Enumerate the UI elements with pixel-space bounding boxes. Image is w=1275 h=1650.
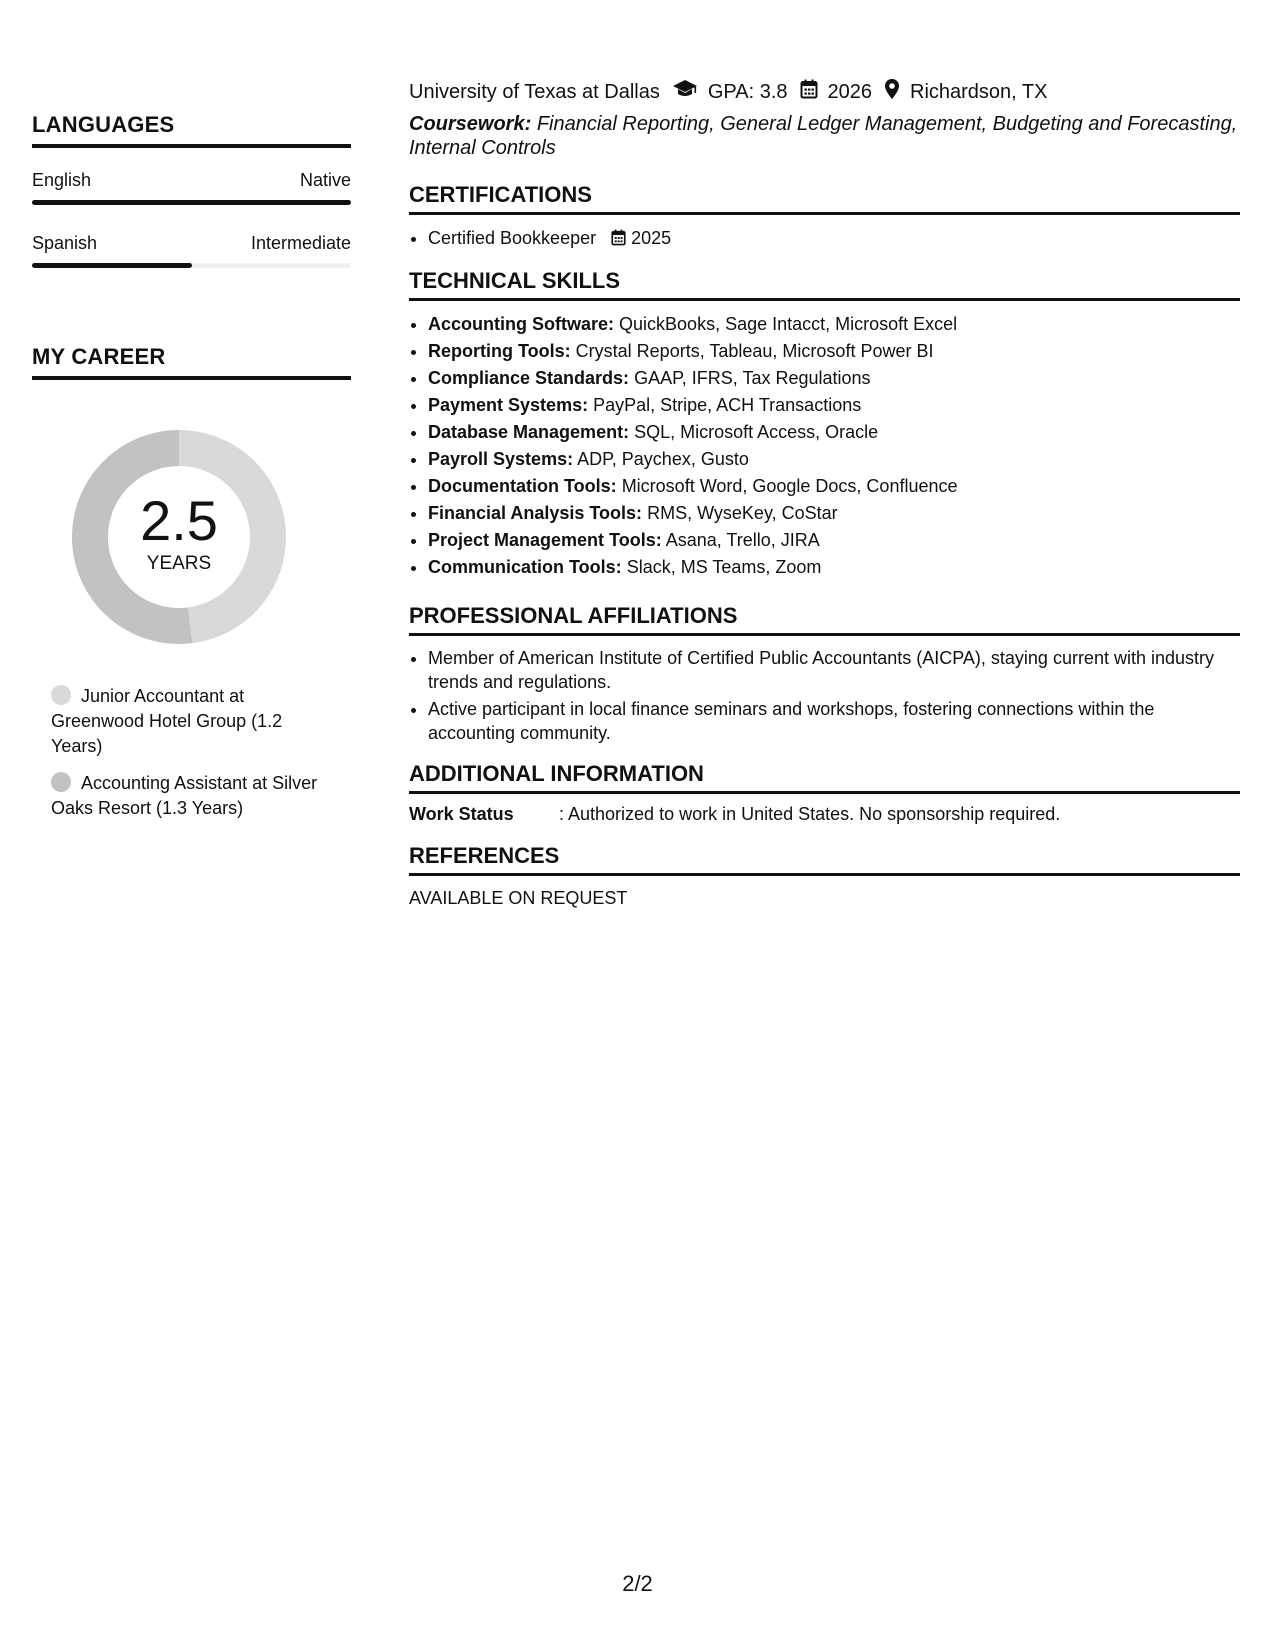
- career-legend-label: Junior Accountant at Greenwood Hotel Group (1.2 Years): [51, 686, 283, 756]
- graduation-cap-icon: [672, 79, 698, 105]
- certifications-title: CERTIFICATIONS: [409, 182, 1240, 215]
- career-legend-item: [51, 771, 321, 821]
- skill-item: [428, 527, 1240, 554]
- language-proficiency-fill: [32, 263, 192, 268]
- skill-item: [428, 392, 1240, 419]
- map-pin-icon: [884, 78, 900, 106]
- skill-label: Communication Tools:: [428, 557, 622, 577]
- additional-info-title: ADDITIONAL INFORMATION: [409, 761, 1240, 794]
- skill-item: [428, 365, 1240, 392]
- skill-item: [428, 419, 1240, 446]
- education-school: University of Texas at Dallas: [409, 80, 660, 103]
- affiliations-section: [409, 603, 1240, 745]
- left-column: [32, 112, 351, 833]
- right-column: [409, 78, 1240, 909]
- skill-value: Crystal Reports, Tableau, Microsoft Power BI: [575, 341, 934, 361]
- career-total-value: 2.5: [140, 489, 218, 552]
- skill-item: [428, 338, 1240, 365]
- certification-item: [428, 225, 1240, 252]
- career-section: [32, 344, 351, 821]
- education-year: 2026: [827, 80, 873, 103]
- skill-label: Accounting Software:: [428, 314, 615, 334]
- skill-value: ADP, Paychex, Gusto: [577, 449, 749, 469]
- skill-label: Payroll Systems:: [428, 449, 574, 469]
- coursework-label: Coursework:: [409, 113, 532, 135]
- references-text: AVAILABLE ON REQUEST: [409, 888, 628, 908]
- skill-item: [428, 500, 1240, 527]
- education-entry: [409, 78, 1240, 160]
- skill-value: Slack, MS Teams, Zoom: [626, 557, 822, 577]
- calendar-icon: [611, 228, 631, 248]
- legend-swatch-icon: [51, 685, 71, 705]
- skill-value: GAAP, IFRS, Tax Regulations: [634, 368, 871, 388]
- affiliation-item: • Active participant in local finance seminars and workshops, fostering connections within the accounting community.: [428, 697, 1240, 745]
- career-total-unit: YEARS: [146, 553, 212, 574]
- calendar-icon: [800, 79, 818, 105]
- language-level: Native: [299, 170, 351, 190]
- affiliations-title: PROFESSIONAL AFFILIATIONS: [409, 603, 1240, 636]
- references-title: REFERENCES: [409, 843, 1240, 876]
- work-status-value: : Authorized to work in United States. No sponsorship required.: [559, 804, 1061, 824]
- language-proficiency-fill: [32, 200, 351, 205]
- career-legend-item: [51, 684, 321, 759]
- career-legend-label: Accounting Assistant at Silver Oaks Resort (1.3 Years): [51, 773, 318, 818]
- skill-value: Microsoft Word, Google Docs, Confluence: [621, 476, 958, 496]
- skill-label: Reporting Tools:: [428, 341, 571, 361]
- skill-label: Project Management Tools:: [428, 530, 662, 550]
- language-name: Spanish: [32, 233, 98, 253]
- skill-item: [428, 554, 1240, 581]
- skill-value: RMS, WyseKey, CoStar: [647, 503, 838, 523]
- career-legend: [32, 684, 351, 821]
- skill-label: Payment Systems:: [428, 395, 589, 415]
- references-section: [409, 843, 1240, 909]
- language-proficiency-bar: [32, 263, 351, 268]
- skill-value: Asana, Trello, JIRA: [665, 530, 820, 550]
- career-title: MY CAREER: [32, 344, 351, 380]
- certification-name: Certified Bookkeeper: [428, 228, 597, 248]
- education-gpa: GPA: 3.8: [707, 80, 788, 103]
- skill-label: Database Management:: [428, 422, 630, 442]
- skill-item: [428, 311, 1240, 338]
- language-item: [32, 170, 351, 205]
- technical-skills-section: [409, 268, 1240, 581]
- education-coursework: [409, 112, 1240, 160]
- language-item: [32, 233, 351, 268]
- education-location: Richardson, TX: [910, 80, 1048, 103]
- skill-value: PayPal, Stripe, ACH Transactions: [593, 395, 862, 415]
- certifications-section: [409, 182, 1240, 252]
- languages-section: [32, 112, 351, 268]
- skill-label: Documentation Tools:: [428, 476, 617, 496]
- legend-swatch-icon: [51, 772, 71, 792]
- skill-label: Financial Analysis Tools:: [428, 503, 643, 523]
- certification-date: 2025: [631, 228, 672, 248]
- affiliation-item: • Member of American Institute of Certified Public Accountants (AICPA), staying current with industry trends and regulations.: [428, 646, 1240, 694]
- skill-value: SQL, Microsoft Access, Oracle: [634, 422, 879, 442]
- career-donut-chart: [66, 424, 292, 650]
- skill-item: [428, 446, 1240, 473]
- language-name: English: [32, 170, 92, 190]
- coursework-text: Financial Reporting, General Ledger Management, Budgeting and Forecasting, Internal Controls: [409, 113, 1238, 159]
- languages-title: LANGUAGES: [32, 112, 351, 148]
- skill-value: QuickBooks, Sage Intacct, Microsoft Excel: [619, 314, 958, 334]
- technical-skills-title: TECHNICAL SKILLS: [409, 268, 1240, 301]
- page-number: 2/2: [622, 1571, 653, 1596]
- language-level: Intermediate: [250, 233, 351, 253]
- skill-item: [428, 473, 1240, 500]
- work-status-label: Work Status: [409, 804, 514, 824]
- skill-label: Compliance Standards:: [428, 368, 630, 388]
- language-proficiency-bar: [32, 200, 351, 205]
- additional-info-section: [409, 761, 1240, 825]
